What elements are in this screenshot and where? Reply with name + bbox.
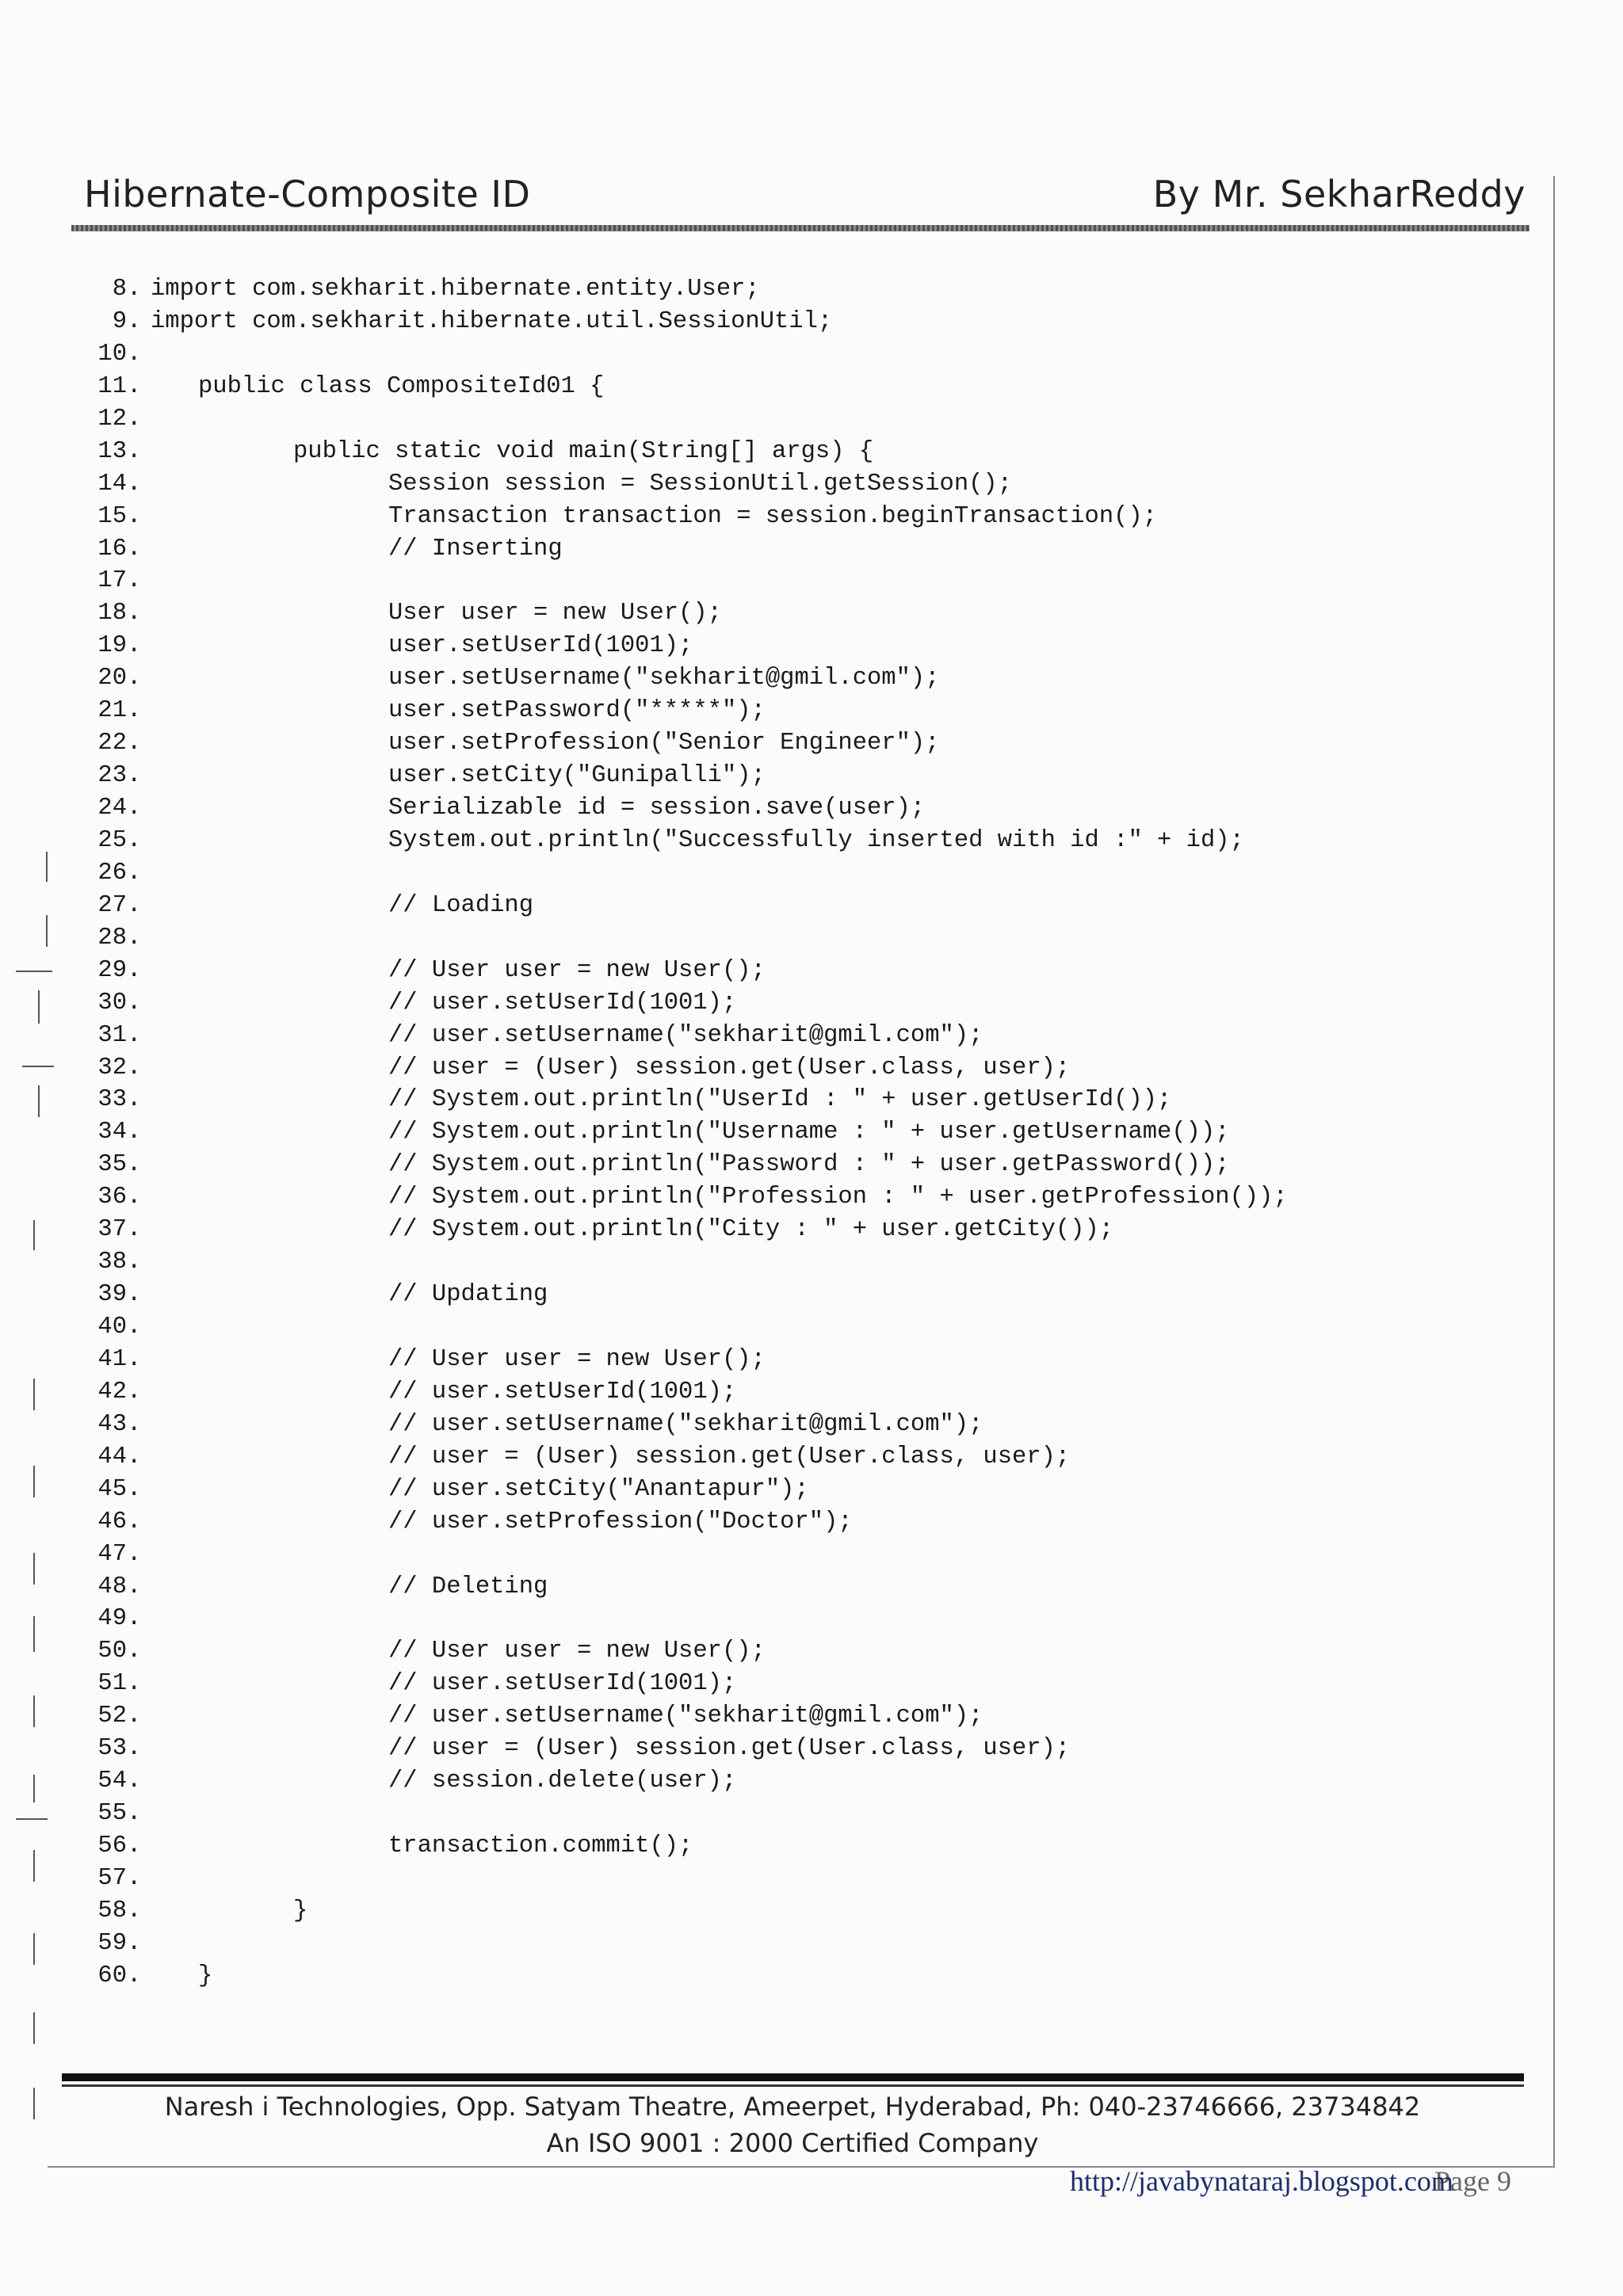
line-number: 41 (97, 1345, 127, 1373)
line-number-dot: . (127, 1216, 142, 1244)
code-line (73, 727, 1288, 760)
line-number-dot: . (127, 1410, 142, 1438)
line-number-dot: . (127, 600, 142, 627)
line-number-dot: . (127, 1475, 142, 1503)
code-line (73, 501, 1288, 533)
code-line (73, 1311, 1288, 1344)
line-number-dot: . (127, 1184, 142, 1211)
line-number: 55 (97, 1800, 127, 1828)
line-number: 30 (97, 989, 127, 1016)
line-number-dot: . (127, 307, 142, 335)
code-line (73, 662, 1288, 695)
line-number-dot: . (127, 989, 142, 1016)
code-text: // user.setUserId(1001); (388, 1670, 737, 1698)
line-number: 46 (97, 1508, 127, 1535)
code-line (73, 1830, 1288, 1863)
line-number: 26 (97, 859, 127, 887)
line-number-dot: . (127, 665, 142, 692)
scan-artifact (33, 1220, 35, 1250)
line-number: 37 (97, 1216, 127, 1244)
line-number: 31 (97, 1021, 127, 1049)
line-number-dot: . (127, 730, 142, 757)
code-line (73, 436, 1288, 468)
code-line (73, 338, 1288, 371)
code-text: // user = (User) session.get(User.class, user); (388, 1443, 1071, 1470)
code-text: } (293, 1897, 308, 1924)
scan-artifact (33, 1466, 35, 1497)
line-number: 34 (97, 1119, 127, 1146)
line-number: 59 (97, 1929, 127, 1957)
scan-artifact (33, 1933, 35, 1965)
code-line (73, 1539, 1288, 1571)
line-number: 60 (97, 1962, 127, 1989)
code-line (73, 1376, 1288, 1409)
code-text: Serializable id = session.save(user); (388, 795, 926, 822)
line-number-dot: . (127, 340, 142, 368)
line-number-dot: . (127, 1929, 142, 1957)
code-text: System.out.println("Successfully inserted with id :" + id); (388, 826, 1244, 854)
code-text: import com.sekharit.hibernate.util.SessionUtil; (151, 307, 833, 335)
line-number: 16 (97, 535, 127, 563)
scan-artifact (33, 1695, 35, 1727)
page-header (79, 173, 1526, 228)
line-number: 20 (97, 665, 127, 692)
line-number: 12 (97, 405, 127, 433)
footer-certification: An ISO 9001 : 2000 Certified Company (546, 2128, 1039, 2158)
scan-artifact (46, 915, 48, 947)
line-number: 14 (97, 470, 127, 498)
code-text: // User user = new User(); (388, 1638, 766, 1665)
line-number: 57 (97, 1864, 127, 1892)
code-text: // user = (User) session.get(User.class, user); (388, 1735, 1071, 1763)
code-text: user.setUsername("sekharit@gmil.com"); (388, 665, 940, 692)
document-author: By Mr. SekharReddy (1152, 173, 1526, 215)
line-number-dot: . (127, 567, 142, 595)
line-number: 56 (97, 1833, 127, 1859)
line-number: 51 (97, 1670, 127, 1698)
scan-artifact (33, 1553, 35, 1585)
line-number-dot: . (127, 1800, 142, 1828)
code-text: // Deleting (388, 1573, 548, 1600)
line-number: 9 (112, 307, 127, 335)
scan-artifact (33, 2088, 35, 2119)
line-number-dot: . (127, 1833, 142, 1859)
line-number: 38 (97, 1249, 127, 1276)
code-text: public class CompositeId01 { (198, 372, 605, 400)
code-line (73, 1409, 1288, 1441)
scan-artifact (33, 1850, 35, 1882)
line-number: 25 (97, 826, 127, 854)
code-line (73, 1149, 1288, 1181)
line-number: 48 (97, 1573, 127, 1600)
scan-artifact (16, 1818, 48, 1820)
line-number-dot: . (127, 1670, 142, 1698)
code-text: Session session = SessionUtil.getSession(); (388, 470, 1013, 498)
line-number-dot: . (127, 1054, 142, 1081)
line-number: 10 (97, 340, 127, 368)
code-line (73, 1765, 1288, 1798)
line-number: 23 (97, 762, 127, 790)
line-number-dot: . (127, 1864, 142, 1892)
line-number-dot: . (127, 1314, 142, 1341)
line-number: 43 (97, 1410, 127, 1438)
code-text: // user.setUserId(1001); (388, 989, 737, 1016)
code-text: User user = new User(); (388, 600, 722, 627)
line-number-dot: . (127, 1281, 142, 1309)
line-number-dot: . (127, 1443, 142, 1470)
code-text: // System.out.println("Username : " + user.getUsername()); (388, 1119, 1230, 1146)
code-text: // user.setCity("Anantapur"); (388, 1475, 809, 1503)
code-line (73, 468, 1288, 501)
line-number-dot: . (127, 826, 142, 854)
line-number: 13 (97, 437, 127, 465)
line-number: 17 (97, 567, 127, 595)
code-text: // session.delete(user); (388, 1768, 737, 1795)
code-text: user.setCity("Gunipalli"); (388, 762, 766, 790)
line-number-dot: . (127, 1021, 142, 1049)
scan-artifact (38, 1085, 40, 1117)
code-text: // System.out.println("Profession : " + user.getProfession()); (388, 1184, 1288, 1211)
code-text: // Loading (388, 891, 534, 919)
scan-artifact (38, 990, 40, 1024)
line-number: 45 (97, 1475, 127, 1503)
line-number-dot: . (127, 1703, 142, 1730)
line-number-dot: . (127, 1151, 142, 1179)
code-line (73, 533, 1288, 566)
line-number: 27 (97, 891, 127, 919)
header-divider (71, 225, 1529, 231)
code-text: user.setUserId(1001); (388, 632, 693, 660)
code-text: user.setPassword("*****"); (388, 697, 766, 725)
line-number-dot: . (127, 891, 142, 919)
code-text: // Updating (388, 1281, 548, 1309)
line-number-dot: . (127, 1378, 142, 1405)
code-text: // user.setProfession("Doctor"); (388, 1508, 853, 1535)
code-line (73, 1571, 1288, 1604)
code-line (73, 1084, 1288, 1116)
line-number-dot: . (127, 1540, 142, 1568)
code-line (73, 565, 1288, 597)
line-number: 58 (97, 1897, 127, 1924)
code-line (73, 1635, 1288, 1668)
code-text: public static void main(String[] args) { (293, 437, 874, 465)
footer-divider (62, 2073, 1524, 2081)
code-line (73, 760, 1288, 792)
blog-url-link[interactable]: http://javabynataraj.blogspot.com (1070, 2165, 1453, 2197)
code-line (73, 306, 1288, 338)
code-text: // User user = new User(); (388, 1345, 766, 1373)
scan-artifact (33, 1616, 35, 1652)
line-number-dot: . (127, 1086, 142, 1114)
line-number: 11 (97, 372, 127, 400)
code-line (73, 890, 1288, 922)
line-number-dot: . (127, 276, 142, 303)
code-text: // System.out.println("Password : " + user.getPassword()); (388, 1151, 1230, 1179)
line-number: 19 (97, 632, 127, 660)
code-text: import com.sekharit.hibernate.entity.User; (151, 276, 760, 303)
code-line (73, 695, 1288, 727)
line-number: 53 (97, 1735, 127, 1763)
line-number: 29 (97, 956, 127, 984)
line-number: 32 (97, 1054, 127, 1081)
code-line (73, 857, 1288, 890)
line-number-dot: . (127, 1638, 142, 1665)
line-number: 50 (97, 1638, 127, 1665)
line-number-dot: . (127, 1249, 142, 1276)
code-line (73, 1700, 1288, 1733)
code-listing (73, 273, 1288, 1993)
line-number-dot: . (127, 470, 142, 498)
line-number: 33 (97, 1086, 127, 1114)
document-title: Hibernate-Composite ID (84, 173, 531, 215)
code-line (73, 1214, 1288, 1246)
scan-artifact (33, 2012, 35, 2044)
code-line (73, 1052, 1288, 1085)
code-line (73, 630, 1288, 662)
line-number-dot: . (127, 1897, 142, 1924)
code-line (73, 273, 1288, 306)
scan-artifact (33, 1775, 35, 1802)
code-line (73, 1895, 1288, 1928)
line-number: 8 (112, 276, 127, 303)
line-number-dot: . (127, 859, 142, 887)
code-line (73, 1474, 1288, 1506)
code-line (73, 792, 1288, 825)
code-line (73, 1441, 1288, 1474)
code-line (73, 1960, 1288, 1993)
line-number-dot: . (127, 1345, 142, 1373)
scan-artifact (16, 971, 52, 972)
code-line (73, 1279, 1288, 1311)
page-number: Page 9 (1434, 2165, 1511, 2197)
code-text: // user = (User) session.get(User.class, user); (388, 1054, 1071, 1081)
line-number-dot: . (127, 1735, 142, 1763)
code-text: // User user = new User(); (388, 956, 766, 984)
code-line (73, 1798, 1288, 1830)
line-number-dot: . (127, 372, 142, 400)
code-line (73, 371, 1288, 403)
line-number-dot: . (127, 956, 142, 984)
line-number-dot: . (127, 697, 142, 725)
code-text: } (198, 1962, 213, 1989)
line-number: 39 (97, 1281, 127, 1309)
line-number: 49 (97, 1605, 127, 1633)
scan-artifact (46, 852, 48, 882)
code-line (73, 1116, 1288, 1149)
line-number-dot: . (127, 502, 142, 530)
line-number-dot: . (127, 924, 142, 952)
line-number-dot: . (127, 1768, 142, 1795)
line-number-dot: . (127, 1962, 142, 1989)
line-number-dot: . (127, 1605, 142, 1633)
line-number: 47 (97, 1540, 127, 1568)
code-line (73, 1603, 1288, 1635)
line-number-dot: . (127, 795, 142, 822)
scan-artifact (33, 1379, 35, 1410)
line-number-dot: . (127, 1508, 142, 1535)
line-number-dot: . (127, 762, 142, 790)
line-number: 40 (97, 1314, 127, 1341)
code-text: Transaction transaction = session.beginTransaction(); (388, 502, 1158, 530)
code-line (73, 955, 1288, 987)
line-number: 36 (97, 1184, 127, 1211)
code-line (73, 1344, 1288, 1376)
line-number-dot: . (127, 1573, 142, 1600)
line-number: 28 (97, 924, 127, 952)
line-number: 18 (97, 600, 127, 627)
footer-divider-thin (62, 2084, 1524, 2087)
code-text: // System.out.println("UserId : " + user.getUserId()); (388, 1086, 1172, 1114)
code-line (73, 825, 1288, 857)
code-text: // Inserting (388, 535, 563, 563)
line-number: 35 (97, 1151, 127, 1179)
line-number: 24 (97, 795, 127, 822)
line-number-dot: . (127, 1119, 142, 1146)
footer-address: Naresh i Technologies, Opp. Satyam Theatre, Ameerpet, Hyderabad, Ph: 040-23746666, 23734842 (164, 2092, 1421, 2122)
line-number: 44 (97, 1443, 127, 1470)
line-number: 21 (97, 697, 127, 725)
line-number-dot: . (127, 437, 142, 465)
code-line (73, 1246, 1288, 1279)
line-number-dot: . (127, 535, 142, 563)
code-line (73, 1668, 1288, 1700)
code-line (73, 922, 1288, 955)
line-number-dot: . (127, 632, 142, 660)
line-number: 54 (97, 1768, 127, 1795)
code-line (73, 1863, 1288, 1895)
code-line (73, 1928, 1288, 1960)
code-text: // user.setUsername("sekharit@gmil.com"); (388, 1703, 983, 1730)
code-line (73, 1733, 1288, 1765)
line-number-dot: . (127, 405, 142, 433)
line-number: 52 (97, 1703, 127, 1730)
line-number: 42 (97, 1378, 127, 1405)
scan-artifact (22, 1066, 54, 1067)
code-text: // user.setUsername("sekharit@gmil.com"); (388, 1410, 983, 1438)
code-line (73, 597, 1288, 630)
code-line (73, 1181, 1288, 1214)
code-line (73, 1020, 1288, 1052)
code-line (73, 987, 1288, 1020)
line-number: 22 (97, 730, 127, 757)
code-text: user.setProfession("Senior Engineer"); (388, 730, 940, 757)
code-text: // System.out.println("City : " + user.getCity()); (388, 1216, 1114, 1244)
code-text: // user.setUsername("sekharit@gmil.com"); (388, 1021, 983, 1049)
code-line (73, 403, 1288, 436)
line-number: 15 (97, 502, 127, 530)
code-text: // user.setUserId(1001); (388, 1378, 737, 1405)
code-text: transaction.commit(); (388, 1833, 693, 1859)
code-line (73, 1506, 1288, 1539)
